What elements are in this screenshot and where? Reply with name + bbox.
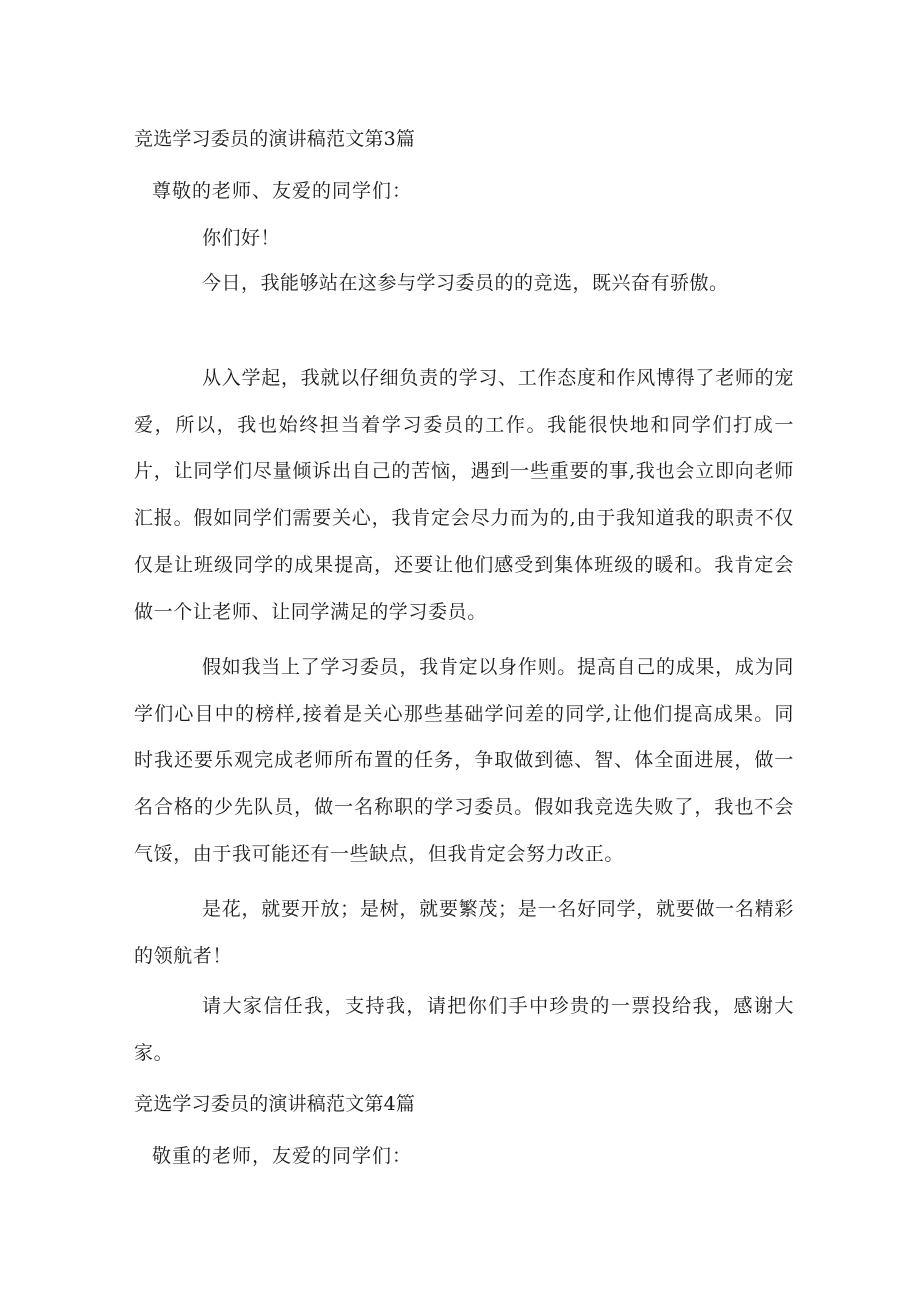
section-4-salutation: 敬重的老师，友爱的同学们：	[152, 1145, 413, 1167]
section-3-title: 竞选学习委员的演讲稿范文第3篇	[134, 128, 416, 150]
section-3-greeting: 你们好！	[202, 227, 281, 249]
section-3-paragraph-4: 请大家信任我，支持我，请把你们手中珍贵的一票投给我，感谢大家。	[134, 995, 794, 1064]
section-3-paragraph-2: 假如我当上了学习委员，我肯定以身作则。提高自己的成果，成为同学们心目中的榜样,接着是关心那些基础学问差的同学,让他们提高成果。同时我还要乐观完成老师所布置的任务，争取做到德、智、体全面进展，做一名合格的少先队员，做一名称职的学习委员。假如我竞选失败了，我也不会气馁，由于我可能还有一些缺点，但我肯定会努力改正。	[134, 656, 794, 865]
section-4-title: 竞选学习委员的演讲稿范文第4篇	[134, 1093, 416, 1115]
section-3-paragraph-3: 是花，就要开放；是树，就要繁茂；是一名好同学，就要做一名精彩的领航者！	[134, 898, 794, 967]
section-3-paragraph-1: 从入学起，我就以仔细负责的学习、工作态度和作风博得了老师的宠爱，所以，我也始终担当着学习委员的工作。我能很快地和同学们打成一片，让同学们尽量倾诉出自己的苦恼，遇到一些重要的事,我也会立即向老师汇报。假如同学们需要关心，我肯定会尽力而为的,由于我知道我的职责不仅仅是让班级同学的成果提高，还要让他们感受到集体班级的暖和。我肯定会做一个让老师、让同学满足的学习委员。	[134, 367, 794, 623]
section-3-opening: 今日，我能够站在这参与学习委员的的竞选，既兴奋有骄傲。	[202, 272, 729, 294]
section-3-salutation: 尊敬的老师、友爱的同学们：	[152, 180, 413, 202]
